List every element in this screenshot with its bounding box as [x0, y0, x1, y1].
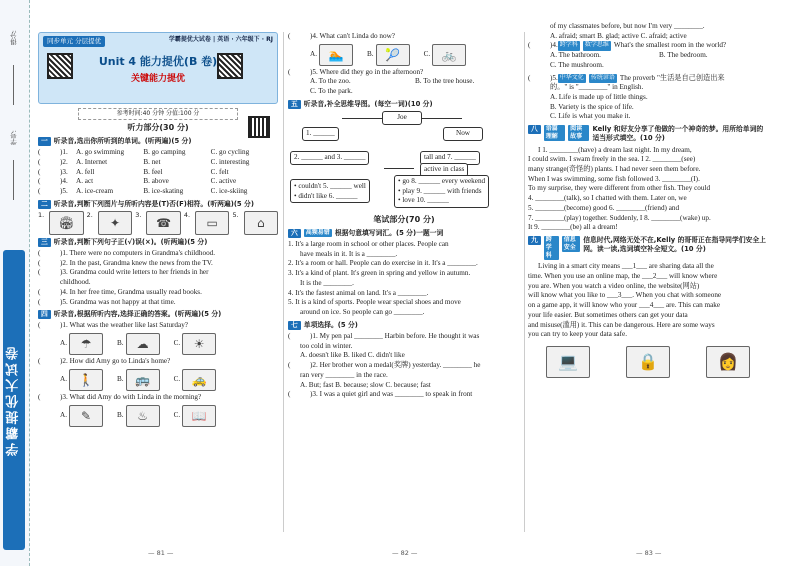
section-instruction: 听录音,根据所听内容,选择正确的答案。(听两遍)(5 分): [53, 310, 222, 319]
walking-icon: 🚶: [69, 369, 103, 391]
arrow: [384, 168, 414, 169]
question-text: )4. What can't Linda do now?: [310, 32, 395, 40]
option-a: A. Internet: [76, 157, 108, 166]
unit-header: [38, 32, 278, 104]
person-icon: 👩: [706, 346, 750, 378]
option-c: C. go cycling: [210, 148, 250, 157]
options-row: A. afraid; smart B. glad; active C. afraid; active: [550, 31, 687, 40]
passage-line: To my surprise, they were different from other fish. They could: [528, 184, 711, 193]
option-a: A. ice-cream: [76, 186, 114, 195]
section-instruction: Kelly 和好友分享了他做的一个神奇的梦。用所给单词的适当形式填空。(10 分): [592, 125, 764, 143]
choice-line: [288, 371, 520, 381]
tennis-icon: 🎾: [376, 44, 410, 66]
sun-icon: ☀: [182, 333, 216, 355]
page-number: — 81 —: [148, 549, 174, 558]
answer-paren: (: [38, 148, 41, 157]
section-number: 四: [38, 310, 51, 319]
section-heading: [38, 137, 278, 146]
now-item: • play 9. ______ with friends: [398, 186, 482, 195]
passage-line: 4. ________(talk), so I chatted with them. Later on, we: [528, 194, 687, 203]
lock-icon: 🔒: [626, 346, 670, 378]
statement-line: [38, 288, 278, 298]
passage-line: Living in a smart city means ___1___ are sharing data all the: [538, 262, 714, 271]
now-item: • love 10. ______: [398, 196, 449, 205]
statement-line: [38, 298, 278, 308]
picture-number: 3.: [135, 210, 142, 219]
choice-line: [288, 342, 520, 352]
option-a: A. Life is made up of little things.: [550, 93, 648, 102]
answer-paren: (: [38, 268, 41, 277]
stadium-icon: 🏟: [49, 211, 83, 235]
choice-letter: C.: [173, 410, 181, 419]
answer-paren: (: [38, 177, 41, 186]
answer-pictures: [60, 333, 278, 355]
choice-line: [288, 351, 520, 361]
choice-line-text: )3. I was a quiet girl and was ________ to speak in front: [310, 390, 473, 399]
choice-line-text: too cold in winter.: [300, 341, 353, 350]
past-item: • couldn't 5. ______ well: [294, 182, 366, 191]
answer-paren: (: [288, 361, 291, 370]
picture-number: 4.: [183, 210, 191, 219]
option-c: C. ice-skiing: [210, 186, 248, 195]
school-icon: ⌂: [244, 211, 278, 235]
option-b: B. net: [143, 157, 161, 166]
fill-line: [288, 289, 520, 299]
question-number: )4.: [550, 41, 558, 50]
option-a: A. go swimming: [76, 148, 125, 157]
option-b: B. Variety is the spice of life.: [550, 102, 634, 111]
computer-icon: 💻: [546, 346, 590, 378]
section-tag: 信息安全: [562, 236, 581, 252]
option-c: C. The mushroom.: [550, 60, 604, 69]
fill-word-list: [288, 240, 520, 318]
answer-pictures: [60, 405, 278, 427]
answer-pictures: [310, 44, 520, 66]
answer-paren: [38, 278, 60, 288]
question-line: ( )3. What did Amy do with Linda in the morning?: [38, 392, 202, 401]
statement-text: )4. In her free time, Grandma usually read books.: [60, 287, 202, 296]
section-instruction: 听录音,判断下列图片与所听内容是(T)否(F)相符。(听两遍)(5 分): [53, 199, 254, 208]
question-text: of my classmates before, but now I'm very ________.: [550, 22, 705, 30]
choice-letter: A.: [60, 410, 67, 419]
page-title: Unit 4 能力提优(B 卷): [98, 55, 218, 68]
question-number: )3.: [60, 167, 68, 176]
safety-passage: [528, 262, 768, 340]
illustration-row: [528, 346, 768, 378]
section-heading: [38, 200, 278, 209]
choice-line-text: A. doesn't like B. liked C. didn't like: [300, 351, 405, 360]
question-text: 的。" is "________" in English.: [550, 83, 644, 92]
phone-icon: ☎: [146, 211, 180, 235]
exam-meta: 参考时间:40 分钟 分值:100 分: [78, 108, 238, 120]
passage-line: many strange(奇怪的) plants. I had never seen them before.: [528, 164, 701, 173]
choice-letter: B.: [367, 49, 374, 58]
connector: [342, 118, 382, 119]
question-text: What's the smallest room in the world?: [613, 41, 727, 50]
rain-cloud-icon: ☂: [69, 333, 103, 355]
question-line: ( )4. 跨学科 数学思维 What's the smallest room in the world?: [528, 41, 727, 50]
now-item: • go 8. ______ every weekend: [398, 177, 486, 186]
choice-line-text: A. But; fast B. because; slow C. because; fast: [300, 380, 431, 389]
page-number: — 83 —: [636, 549, 662, 558]
fill-line-text: have meals in it. It is a ________.: [300, 249, 398, 258]
choice-letter: B.: [117, 339, 124, 348]
choice-letter: A.: [60, 339, 67, 348]
question-line: ( )1. What was the weather like last Saturday?: [38, 321, 188, 330]
choice-row: [38, 168, 278, 178]
listening-title: 听力部分(30 分): [127, 123, 189, 133]
answer-paren: (: [38, 186, 41, 195]
mind-map-node: Now: [443, 127, 483, 141]
option-b: B. above: [143, 177, 169, 186]
choice-row: [38, 187, 278, 197]
written-title: 笔试部分(70 分): [373, 215, 435, 225]
section-instruction: 听录音,判断下列句子正(√)误(×)。(听两遍)(5 分): [53, 237, 208, 246]
question-text: )1. What was the weather like last Saturday?: [60, 321, 188, 330]
section-tag: 跨学科: [544, 236, 559, 260]
question-line: ( )2. How did Amy go to Linda's home?: [38, 357, 171, 366]
single-choice-list: [288, 332, 520, 400]
binding-margin: [0, 0, 30, 566]
fill-line: [288, 240, 520, 250]
passage-line: you are. When you watch a video online, the website(网站): [528, 281, 700, 290]
statement-text: )3. Grandma could write letters to her friends in her: [60, 268, 209, 277]
passage-line: 5. ________(become) good 6. ________(friend) and: [528, 203, 680, 212]
section-instruction: 单项选择。(5 分): [303, 320, 358, 329]
option-c: C. Life is what you make it.: [550, 112, 631, 121]
option-a: A. act: [76, 177, 94, 186]
answer-paren: (: [38, 167, 41, 176]
fill-line: [288, 279, 520, 289]
fill-line: [288, 259, 520, 269]
column-divider: [283, 32, 284, 532]
choice-row: [38, 177, 278, 187]
reading-icon: 📖: [182, 405, 216, 427]
passage-line: your life easier. But sometimes others can get your data: [528, 310, 688, 319]
option-b: B. To the tree house.: [415, 77, 475, 86]
mind-map-root: Joe: [382, 111, 422, 125]
fill-line-text: 5. It is a kind of sports. People wear special shoes and move: [288, 298, 461, 307]
page-82: [288, 32, 520, 400]
question-text: )5. Where did they go in the afternoon?: [310, 67, 424, 76]
choice-line: [288, 381, 520, 391]
choice-line: [288, 332, 520, 342]
answer-paren: (: [38, 297, 41, 306]
statement-line: [38, 259, 278, 269]
answer-paren: (: [288, 331, 291, 340]
section-heading: [38, 310, 278, 319]
choice-line-text: ran very ________ in the race.: [300, 370, 388, 379]
options-row: [288, 77, 520, 87]
choice-letter: A.: [310, 49, 317, 58]
question-tag: 传统谚语: [589, 74, 617, 84]
statement-line: [38, 278, 278, 288]
answer-paren: (: [38, 287, 41, 296]
section-heading: [288, 321, 520, 330]
section-instruction: 听录音,选出你所听到的单词。(听两遍)(5 分): [53, 136, 192, 145]
section-number: 一: [38, 137, 51, 146]
passage-line: I 1. ________(have) a dream last night. In my dream,: [538, 145, 692, 154]
section-heading: [288, 100, 520, 109]
answer-paren: (: [38, 157, 41, 166]
section-tag: 语篇理解: [544, 125, 565, 141]
fill-line-text: 3. It's a kind of plant. It's green in spring and yellow in autumn.: [288, 269, 471, 278]
choice-list: [38, 148, 278, 197]
answer-pictures: [60, 369, 278, 391]
section-tag: 高频易错: [305, 228, 330, 236]
question-line: ( )5. 中华文化 传统谚语 The proverb "生活是自己创造出来: [528, 73, 725, 82]
statement-line: [38, 268, 278, 278]
option-c: C. active: [210, 177, 237, 186]
section-heading: [528, 125, 768, 143]
page-81: [38, 32, 278, 429]
section-instruction: 信息时代,网络无处不在,Kelly 的哥哥正在指导同学们安全上网。读一读,选词填空补全短文。(10 分): [583, 236, 766, 254]
question-number: )5.: [550, 73, 558, 82]
section-instruction: 根据句意填写词汇。(5 分)一题一词: [334, 228, 444, 237]
qr-code-icon[interactable]: [248, 116, 270, 138]
statement-text: )5. Grandma was not happy at that time.: [60, 297, 176, 306]
cooking-icon: ♨: [126, 405, 160, 427]
fill-line-text: It is the ________.: [300, 278, 354, 287]
question-tag: 中华文化: [558, 74, 586, 84]
stars-icon: ✦: [98, 211, 132, 235]
fill-line: [288, 269, 520, 279]
mind-map-node: 1. ______: [302, 127, 339, 141]
mind-map-now-list: [394, 175, 489, 208]
section-number: 八: [528, 125, 541, 134]
section-tag: 阅读故事: [568, 125, 589, 141]
mind-map-node: 2. ______ and 3. ______: [290, 151, 369, 165]
passage-line: time. When you use an online map, the ___2___ will know where: [528, 272, 718, 280]
option-b: B. feel: [143, 167, 163, 176]
section-heading: [288, 229, 520, 238]
question-tag: 跨学科: [558, 41, 580, 51]
fill-line-text: 4. It's the fastest animal on land. It's a ________.: [288, 288, 429, 297]
connector: [422, 118, 462, 119]
mind-map-past-list: [290, 179, 370, 203]
past-item: • didn't like 6. ______: [294, 192, 358, 201]
options-row: [528, 51, 768, 61]
question-text: )3. What did Amy do with Linda in the morning?: [60, 392, 202, 401]
answer-paren: (: [288, 390, 291, 399]
statement-text: )2. In the past, Grandma knew the news from the TV.: [60, 258, 213, 267]
story-passage: [528, 146, 768, 233]
score-label: 得分:: [10, 30, 18, 46]
student-id-label: 学号:: [10, 130, 18, 146]
page-number: — 82 —: [392, 549, 418, 558]
drawing-icon: ✎: [69, 405, 103, 427]
statement-line: [38, 249, 278, 259]
bus-icon: 🚌: [126, 369, 160, 391]
option-a: A. The bathroom.: [550, 51, 601, 60]
section-number: 六: [288, 229, 301, 238]
option-c: C. interesting: [210, 157, 250, 166]
column-divider: [524, 32, 525, 532]
passage-line: It 9. ________(be) all a dream!: [528, 223, 618, 232]
picture-row: [38, 211, 278, 235]
option-a: A. fell: [76, 167, 95, 176]
fill-line: [288, 308, 520, 318]
section-number: 五: [288, 100, 301, 109]
page-83: [528, 22, 768, 378]
choice-line-text: )1. My pen pal ________ Harbin before. He thought it was: [310, 331, 480, 340]
question-line: ( )4. What can't Linda do now?: [288, 32, 395, 40]
fill-line-text: 2. It's a room or hall. People can do exercise in it. It's a ________.: [288, 259, 478, 268]
choice-letter: C.: [173, 375, 181, 384]
section-number: 二: [38, 200, 51, 209]
option-b: B. The bedroom.: [659, 51, 708, 60]
option-c: C. felt: [210, 167, 229, 176]
passage-line: will know what you like to ___3___. When you chat with someone: [528, 291, 722, 300]
section-number: 九: [528, 236, 541, 245]
section-instruction: 听录音,补全思维导图。(每空一词)(10 分): [303, 99, 433, 108]
mind-map-node: active in class: [420, 163, 468, 177]
section-heading: [38, 238, 278, 247]
question-number: )5.: [60, 186, 68, 195]
bicycle-icon: 🚲: [432, 44, 466, 66]
student-id-line: [13, 160, 14, 200]
true-false-list: [38, 249, 278, 307]
section-number: 七: [288, 321, 301, 330]
fill-line-text: around on ice. So people can go ________.: [300, 308, 425, 317]
choice-letter: A.: [60, 375, 67, 384]
answer-paren: (: [38, 258, 41, 267]
question-number: )1.: [60, 148, 68, 157]
passage-line: you can try to keep your data safe.: [528, 330, 627, 339]
choice-line: [288, 361, 520, 371]
passage-line: When I was swimming, some fish followed 3. ________(I).: [528, 174, 700, 183]
passage-line: on a game app, it will know who your ___4___ are. This can make: [528, 301, 721, 310]
statement-text: )1. There were no computers in Grandma's childhood.: [60, 249, 216, 257]
choice-letter: C.: [423, 49, 431, 58]
choice-letter: B.: [117, 375, 124, 384]
passage-line: 7. ________(play) together. Suddenly, I 8. ________(wake) up.: [528, 213, 711, 222]
picture-number: 2.: [86, 210, 93, 219]
page-subtitle: 关键能力提优: [130, 74, 185, 84]
mind-map-node: tall and 7. ______: [420, 151, 480, 165]
qr-code-icon[interactable]: [47, 53, 73, 79]
choice-row: [38, 148, 278, 158]
option-c: C. To the park.: [310, 87, 353, 96]
passage-line: and misuse(滥用) it. This can be dangerous. Here are some ways: [528, 320, 715, 329]
question-tag: 数学思维: [583, 41, 611, 51]
choice-letter: B.: [117, 410, 124, 419]
question-number: )2.: [60, 157, 68, 166]
option-a: A. To the zoo.: [310, 77, 351, 86]
question-text: The proverb "生活是自己创造出来: [619, 73, 725, 82]
answer-paren: (: [38, 249, 41, 257]
option-b: B. ice-skating: [143, 186, 184, 195]
picture-number: 5.: [232, 210, 239, 219]
statement-text: childhood.: [60, 278, 91, 287]
cloud-icon: ☁: [126, 333, 160, 355]
fill-line: [288, 298, 520, 308]
fill-line-text: 1. It's a large room in school or other places. People can: [288, 240, 449, 249]
choice-letter: C.: [173, 339, 181, 348]
option-b: B. go camping: [143, 148, 186, 157]
section-number: 三: [38, 238, 51, 247]
series-tag: 同步单元 分层提优: [43, 36, 105, 47]
tablet-icon: ▭: [195, 211, 229, 235]
choice-line-text: )2. Her brother won a medal(奖牌) yesterday. ________ he: [310, 361, 481, 370]
question-text: )2. How did Amy go to Linda's home?: [60, 357, 171, 366]
score-line: [13, 65, 14, 105]
picture-number: 1.: [38, 210, 45, 219]
series-name: 学霸提优大试卷 | 英语 · 六年级下 · RJ: [168, 36, 273, 43]
mind-map: [288, 111, 520, 213]
swimming-icon: 🏊: [319, 44, 353, 66]
taxi-icon: 🚕: [182, 369, 216, 391]
choice-row: [38, 158, 278, 168]
section-heading: [528, 236, 768, 260]
question-number: )4.: [60, 177, 68, 186]
passage-line: I could swim. I swam freely in the sea. I 2. ________(see): [528, 155, 696, 164]
fill-line: [288, 250, 520, 260]
brand-band: 学霸提优大试卷: [3, 250, 25, 550]
question-line: ( )5. Where did they go in the afternoon?: [288, 67, 424, 76]
choice-line: [288, 390, 520, 400]
